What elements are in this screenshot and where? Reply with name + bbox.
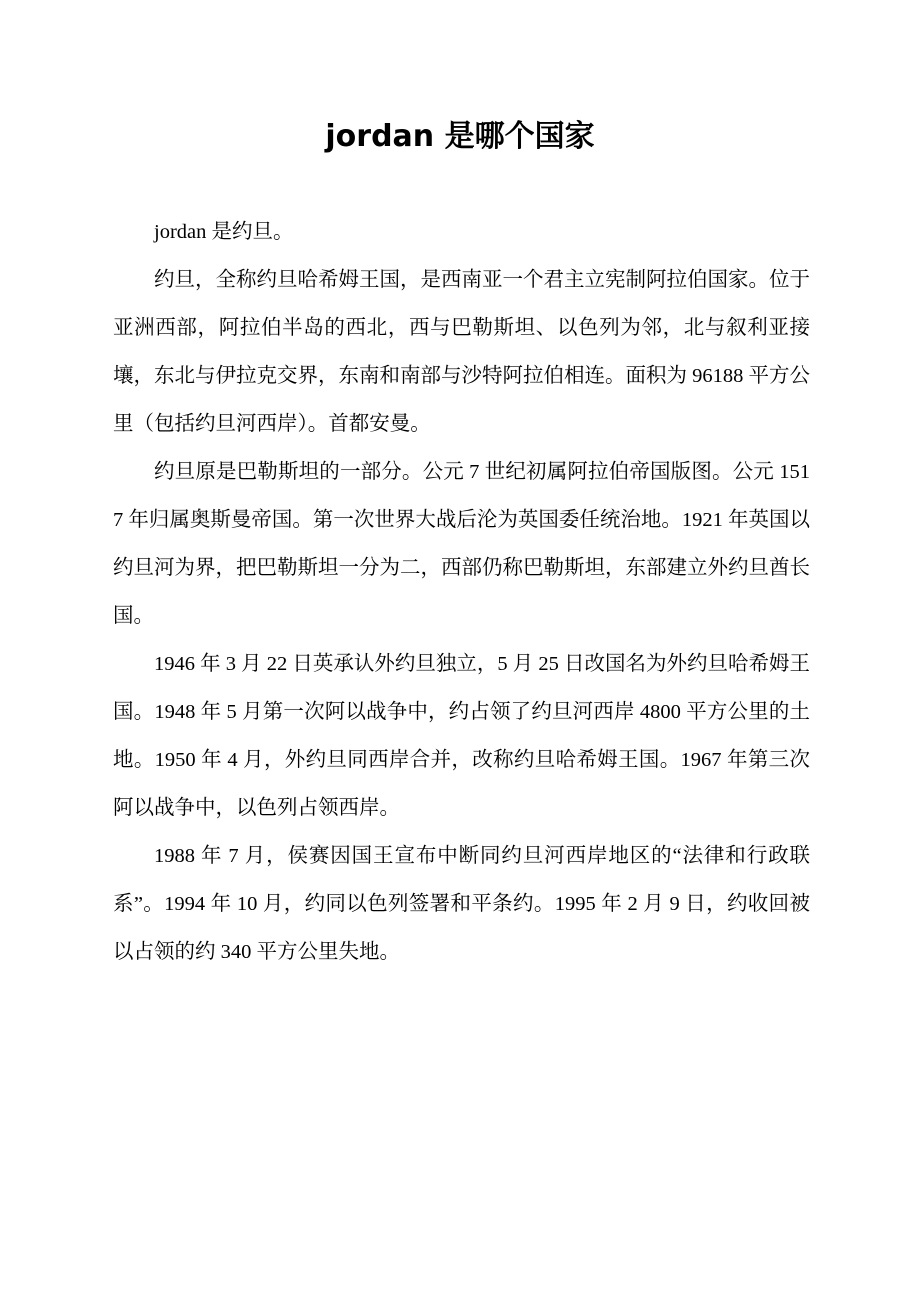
paragraph-independence: 1946 年 3 月 22 日英承认外约旦独立，5 月 25 日改国名为外约旦哈希姆王国。1948 年 5 月第一次阿以战争中，约占领了约旦河西岸 4800 平方公里的土地。1950 年 4 月，外约旦同西岸合并，改称约旦哈希姆王国。1967 年第三次阿以战争中，以色列占领西岸。 — [113, 653, 810, 819]
paragraph-overview: 约旦，全称约旦哈希姆王国，是西南亚一个君主立宪制阿拉伯国家。位于亚洲西部，阿拉伯半岛的西北，西与巴勒斯坦、以色列为邻，北与叙利亚接壤，东北与伊拉克交界，东南和南部与沙特阿拉伯相连。面积为 96188 平方公里（包括约旦河西岸）。首都安曼。 — [113, 269, 810, 435]
paragraph-peace-treaty: 1988 年 7 月，侯赛因国王宣布中断同约旦河西岸地区的“法律和行政联系”。1994 年 10 月，约同以色列签署和平条约。1995 年 2 月 9 日，约收回被以占领的约 340 平方公里失地。 — [113, 845, 810, 963]
paragraph-history: 约旦原是巴勒斯坦的一部分。公元 7 世纪初属阿拉伯帝国版图。公元 1517 年归属奥斯曼帝国。第一次世界大战后沦为英国委任统治地。1921 年英国以约旦河为界，把巴勒斯坦一分为二，西部仍称巴勒斯坦，东部建立外约旦酋长国。 — [113, 461, 810, 627]
paragraph-intro: jordan 是约旦。 — [154, 221, 294, 243]
document-title: jordan 是哪个国家 — [325, 119, 595, 154]
document-body — [113, 208, 810, 976]
